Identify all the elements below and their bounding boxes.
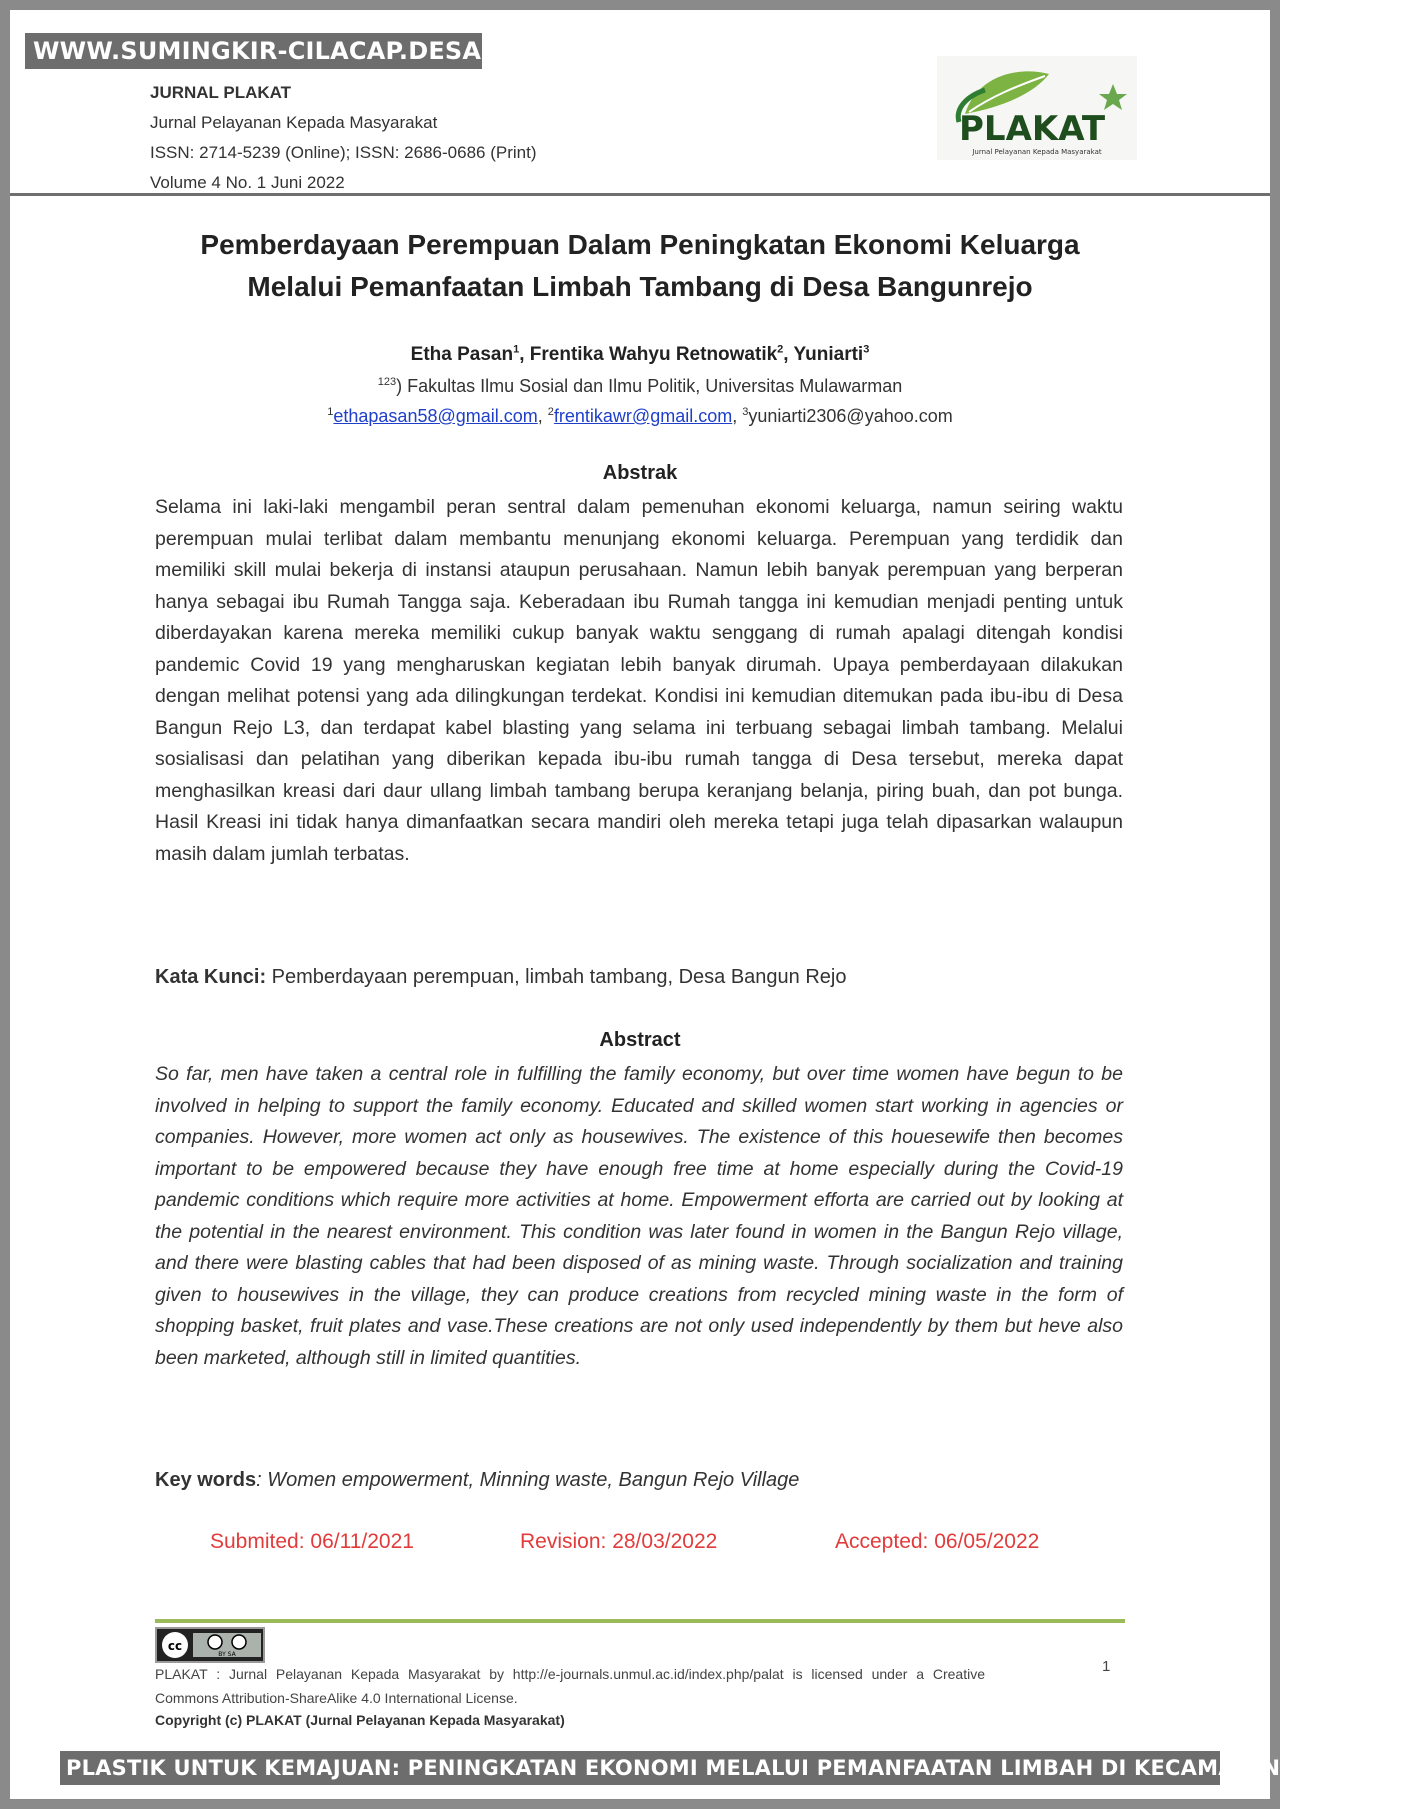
email-link[interactable]: ethapasan58@gmail.com xyxy=(333,406,538,426)
submitted-date: Submited: 06/11/2021 xyxy=(210,1530,414,1553)
key-words xyxy=(155,1469,1123,1492)
author-name: Etha Pasan xyxy=(410,344,514,365)
paper-title xyxy=(130,224,1150,308)
revision-date: Revision: 28/03/2022 xyxy=(520,1530,718,1553)
journal-volume: Volume 4 No. 1 Juni 2022 xyxy=(150,173,345,192)
journal-subtitle: Jurnal Pelayanan Kepada Masyarakat xyxy=(150,113,438,132)
cc-badge-text: BY SA xyxy=(218,1651,236,1658)
email-link[interactable]: frentikawr@gmail.com xyxy=(553,406,733,426)
author-sup: 3 xyxy=(863,343,870,356)
author-name: Frentika Wahyu Retnowatik xyxy=(529,344,778,365)
cc-by-sa-badge[interactable] xyxy=(155,1627,265,1663)
email-sup: 1 xyxy=(327,406,334,418)
key-words-label: Key words xyxy=(155,1469,257,1491)
affiliation-sup: 123 xyxy=(377,376,397,388)
kata-kunci-values: Pemberdayaan perempuan, limbah tambang, Desa Bangun Rejo xyxy=(266,966,847,988)
plakat-logo xyxy=(937,56,1137,160)
abstrak-heading: Abstrak xyxy=(602,462,678,484)
svg-text:cc: cc xyxy=(167,1639,183,1653)
site-watermark-banner: WWW.SUMINGKIR-CILACAP.DESA.ID xyxy=(25,33,482,69)
abstract-body: So far, men have taken a central role in fulfilling the family economy, but over time women have begun to be involved in helping to support the family economy. Educated and skilled women start working in agencies or companies. However, more women act only as housewives. The existence of this houesewife then becomes important to be empowered because they have enough free time at home especially during the Covid-19 pandemic conditions which require more activities at home. Empowerment efforta are carried out by looking at the potential in the nearest environment. This condition was later found in women in the Bangun Rejo village, and there were blasting cables that had been disposed of as mining waste. Through socialization and training given to housewives in the village, they can produce creations from recycled mining waste in the form of shopping basket, fruit plates and vase.These creations are not only used independently by them but heve also been marketed, although still in limited quantities. xyxy=(155,1063,1123,1369)
logo-tagline: Jurnal Pelayanan Kepada Masyarakat xyxy=(972,148,1102,156)
logo-wordmark: PLAKAT xyxy=(959,109,1106,149)
author-sup: 1 xyxy=(513,343,520,356)
author-name: Yuniarti xyxy=(793,344,864,365)
email-sup: 2 xyxy=(547,406,554,418)
header-divider xyxy=(10,193,1270,196)
affiliation-text: ) Fakultas Ilmu Sosial dan Ilmu Politik, Universitas Mulawarman xyxy=(396,376,903,396)
page-number: 1 xyxy=(1102,1658,1111,1675)
paper-title-line-2: Melalui Pemanfaatan Limbah Tambang di Desa Bangunrejo xyxy=(247,271,1033,302)
paper-title-line-1: Pemberdayaan Perempuan Dalam Peningkatan Ekonomi Keluarga xyxy=(200,229,1080,260)
author-emails: $^1$ethapasan58@gmail.com, $^2$frentikawr@gmail.com, $^3$yuniarti2306@yahoo.com xyxy=(327,406,953,426)
author-affiliation xyxy=(130,371,1150,401)
copyright-text: Copyright (c) PLAKAT (Jurnal Pelayanan Kepada Masyarakat) xyxy=(155,1712,565,1728)
license-text: PLAKAT : Jurnal Pelayanan Kepada Masyarakat by http://e-journals.unmul.ac.id/index.php/palat is licensed under a Creative Commons Attribution-ShareAlike 4.0 International License. xyxy=(155,1666,985,1706)
footer-divider xyxy=(155,1619,1125,1623)
abstract-heading: Abstract xyxy=(599,1029,681,1051)
email-text: yuniarti2306@yahoo.com xyxy=(748,406,953,426)
kata-kunci-label: Kata Kunci: xyxy=(155,966,267,988)
caption-banner: PLASTIK UNTUK KEMAJUAN: PENINGKATAN EKONOMI MELALUI PEMANFAATAN LIMBAH DI KECAMATAN JERUKLEGI xyxy=(60,1751,1220,1785)
key-words-values: : Women empowerment, Minning waste, Bangun Rejo Village xyxy=(256,1469,800,1491)
author-sup: 2 xyxy=(777,343,784,356)
abstrak-body: Selama ini laki-laki mengambil peran sentral dalam pemenuhan ekonomi keluarga, namun seiring waktu perempuan mulai terlibat dalam membantu menunjang ekonomi keluarga. Perempuan yang terdidik dan memiliki skill mulai bekerja di instansi ataupun perusahaan. Namun lebih banyak perempuan yang berperan hanya sebagai ibu Rumah Tangga saja. Keberadaan ibu Rumah tangga ini kemudian menjadi penting untuk diberdayakan karena mereka memiliki cukup banyak waktu senggang di rumah apalagi ditengah kondisi pandemic Covid 19 yang mengharuskan kegiatan lebih banyak dirumah. Upaya pemberdayaan dilakukan dengan melihat potensi yang ada dilingkungan terdekat. Kondisi ini kemudian ditemukan pada ibu-ibu di Desa Bangun Rejo L3, dan terdapat kabel blasting yang selama ini terbuang sebagai limbah tambang. Melalui sosialisasi dan pelatihan yang diberikan kepada ibu-ibu rumah tangga di Desa tersebut, mereka dapat menghasilkan kreasi dari daur ullang limbah tambang berupa keranjang belanja, piring buah, dan pot bunga. Hasil Kreasi ini tidak hanya dimanfaatkan secara mandiri oleh mereka tetapi juga telah dipasarkan walaupun masih dalam jumlah terbatas. xyxy=(155,496,1123,865)
email-sup: 3 xyxy=(742,406,749,418)
kata-kunci xyxy=(155,966,1123,989)
journal-header xyxy=(150,78,650,198)
journal-issn: ISSN: 2714-5239 (Online); ISSN: 2686-0686 (Print) xyxy=(150,143,537,162)
journal-name: JURNAL PLAKAT xyxy=(150,83,292,102)
author-list: Etha Pasan$^1$, Frentika Wahyu Retnowatik$^2$, Yuniarti$^3$ xyxy=(410,343,870,365)
accepted-date: Accepted: 06/05/2022 xyxy=(835,1530,1040,1553)
